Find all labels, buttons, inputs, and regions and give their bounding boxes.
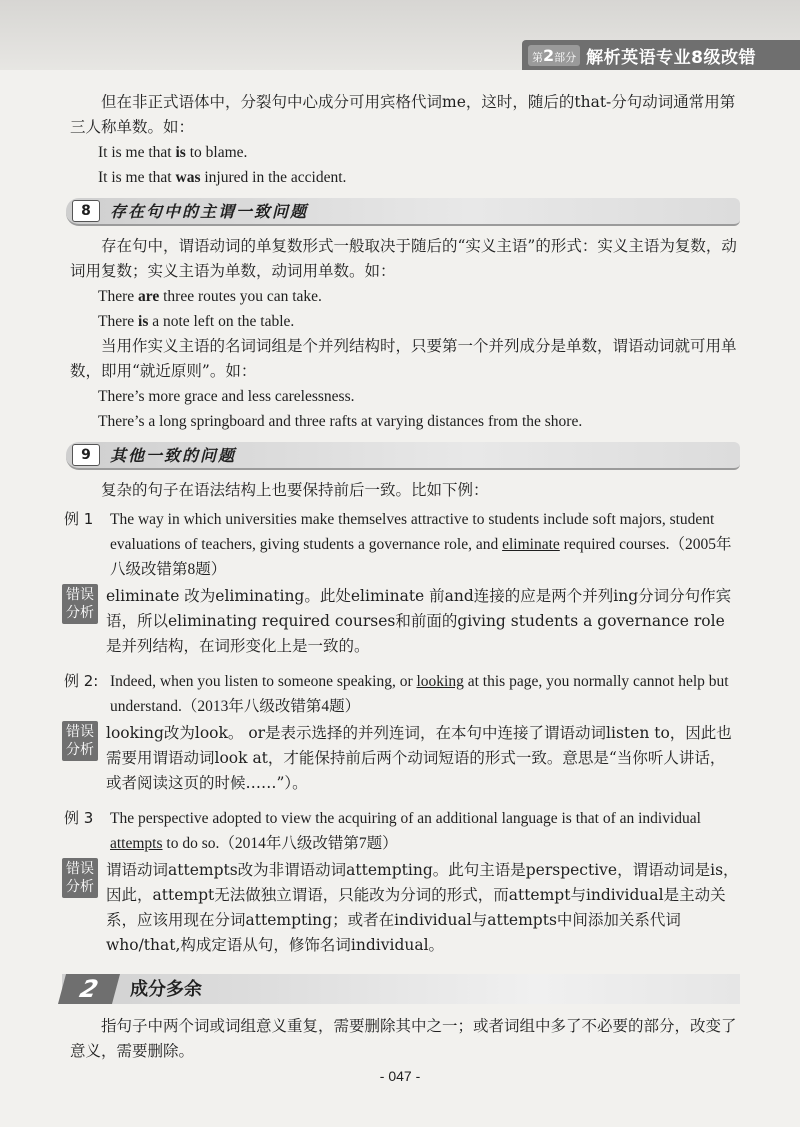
example-1-text: The way in which universities make themselves attractive to students include soft majors, student evaluations of teachers, giving students a governance role, and eliminate required courses.（2005年八级改错第8题） (110, 511, 732, 578)
page-number: - 047 - (379, 1068, 421, 1084)
content (64, 90, 740, 1064)
header-title: 解析英语专业8级改错 (586, 47, 756, 68)
section-8-paragraph-1: 存在句中，谓语动词的单复数形式一般取决于随后的“实义主语”的形式：实义主语为复数，动词用复数；实义主语为单数，动词用单数。如： (70, 237, 737, 280)
intro-example-1: It is me that is to blame. (98, 144, 248, 161)
chapter-2-paragraph: 指句子中两个词或词组意义重复，需要删除其中之一；或者词组中多了不必要的部分，改变了意义，需要删除。 (70, 1017, 737, 1060)
error-analysis-badge: 错误分析 (62, 721, 98, 761)
analysis-2-text: looking改为look。 or是表示选择的并列连词，在本句中连接了谓语动词listen to，因此也需要用谓语动词look at，才能保持前后两个动词短语的形式一致。意思是“当你听人讲话，或者阅读这页的时候……”）。 (106, 724, 732, 792)
header-tab (522, 40, 800, 70)
error-analysis-badge: 错误分析 (62, 858, 98, 898)
intro-example-2: It is me that was injured in the accident. (98, 169, 347, 186)
section-8-paragraph-2: 当用作实义主语的名词词组是个并列结构时，只要第一个并列成分是单数，谓语动词就可用单数，即用“就近原则”。如： (70, 337, 737, 380)
section-9-title: 其他一致的问题 (110, 445, 237, 465)
section-8-example-3: There’s more grace and less carelessness. (98, 388, 355, 405)
analysis-1 (66, 584, 740, 659)
section-8-example-4: There’s a long springboard and three rafts at varying distances from the shore. (98, 413, 583, 430)
part-label: 第2部分 (528, 45, 580, 66)
header-bar (0, 0, 800, 70)
example-2-label: 例 2: (64, 672, 99, 690)
section-9-number: 9 (72, 444, 100, 466)
section-9-heading (66, 442, 740, 470)
chapter-2-title: 成分多余 (130, 978, 202, 1000)
section-8-example-2: There is a note left on the table. (98, 313, 295, 330)
section-8-number: 8 (72, 200, 100, 222)
example-3-label: 例 3 (64, 809, 94, 827)
intro-paragraph: 但在非正式语体中，分裂句中心成分可用宾格代词me，这时，随后的that-分句动词通常用第三人称单数。如： (70, 93, 736, 136)
example-1-label: 例 1 (64, 510, 94, 528)
section-9-paragraph: 复杂的句子在语法结构上也要保持前后一致。比如下例： (101, 481, 489, 499)
chapter-2-number: 2 (58, 974, 120, 1004)
error-analysis-badge: 错误分析 (62, 584, 98, 624)
example-3-text: The perspective adopted to view the acquiring of an additional language is that of an individual attempts to do so.（2014年八级改错第7题） (110, 810, 701, 852)
section-8-title: 存在句中的主谓一致问题 (110, 201, 309, 221)
analysis-3-text: 谓语动词attempts改为非谓语动词attempting。此句主语是perspective，谓语动词是is，因此，attempt无法做独立谓语，只能改为分词的形式，而attempt与individual是主动关系，应该用现在分词attempting；或者在individual与attempts中间添加关系代词who/that,构成定语从句，修饰名词individual。 (106, 861, 739, 954)
example-1 (64, 507, 740, 582)
analysis-3 (66, 858, 740, 958)
example-2 (64, 669, 740, 719)
example-2-text: Indeed, when you listen to someone speaking, or looking at this page, you normally cannot help but understand.（2013年八级改错第4题） (110, 673, 729, 715)
analysis-1-text: eliminate 改为eliminating。此处eliminate 前and连接的应是两个并列ing分词分句作宾语，所以eliminating required courses和前面的giving students a governance role是并列结构，在词形变化上是一致的。 (106, 587, 732, 655)
section-8-heading (66, 198, 740, 226)
section-8-example-1: There are three routes you can take. (98, 288, 322, 305)
example-3 (64, 806, 740, 856)
analysis-2 (66, 721, 740, 796)
chapter-2-heading (62, 974, 740, 1004)
